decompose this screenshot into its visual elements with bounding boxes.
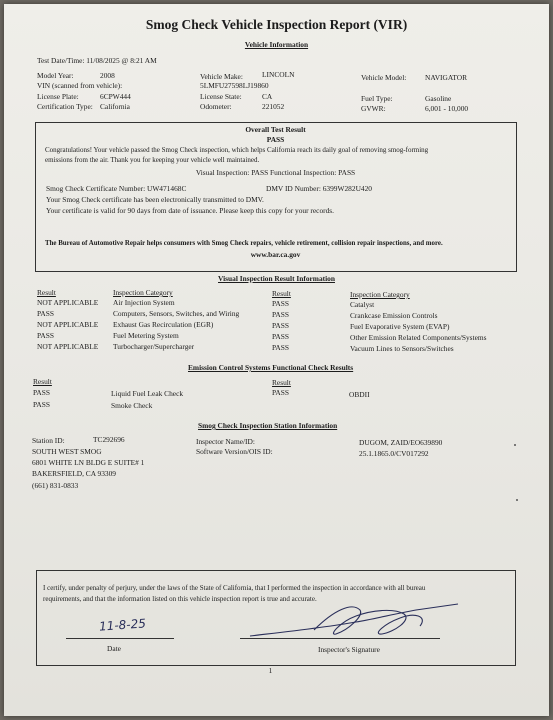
functional-left-result: PASS xyxy=(33,388,50,397)
visual-left-result: PASS xyxy=(37,331,54,340)
license-plate-label: License Plate: xyxy=(37,92,79,101)
model-value: NAVIGATOR xyxy=(425,73,468,82)
visual-left-category: Air Injection System xyxy=(113,298,175,307)
model-year-value: 2008 xyxy=(100,71,115,80)
model-label: Vehicle Model: xyxy=(361,73,407,82)
visual-right-result: PASS xyxy=(272,343,289,352)
bureau-url[interactable]: www.bar.ca.gov xyxy=(250,250,301,259)
station-info-heading: Smog Check Inspection Station Information xyxy=(198,421,338,430)
visual-right-category: Vacuum Lines to Sensors/Switches xyxy=(350,344,454,353)
paper-speck xyxy=(516,499,518,501)
congrats-line-1: Congratulations! Your vehicle passed the Smog Check inspection, which helps California reach its daily goal of removing smog-forming xyxy=(45,146,429,154)
vin-label: VIN (scanned from vehicle): xyxy=(37,81,123,90)
software-label: Software Version/OIS ID: xyxy=(196,447,273,456)
visual-right-result: PASS xyxy=(272,332,289,341)
license-state-label: License State: xyxy=(200,92,242,101)
certify-line-1: I certify, under penalty of perjury, under the laws of the State of California, that I performed the inspection in accordance with all bureau xyxy=(43,584,426,592)
overall-result-value: PASS xyxy=(266,135,285,144)
certify-line-2: requirements, and that the information listed on this vehicle inspection report is true and accurate. xyxy=(43,595,317,603)
visual-left-category: Turbocharger/Supercharger xyxy=(113,342,195,351)
gvwr-label: GVWR: xyxy=(361,104,386,113)
validity-notice: Your certificate is valid for 90 days from date of issuance. Please keep this copy for your records. xyxy=(46,206,335,215)
visual-right-category: Catalyst xyxy=(350,300,375,309)
visual-left-result: PASS xyxy=(37,309,54,318)
functional-left-category: Smoke Check xyxy=(111,401,153,410)
date-label: Date xyxy=(107,644,121,653)
station-phone: (661) 831-0833 xyxy=(32,481,79,490)
gvwr-value: 6,001 - 10,000 xyxy=(425,104,469,113)
fuel-value: Gasoline xyxy=(425,94,452,103)
cert-type-label: Certification Type: xyxy=(37,102,93,111)
visual-col-category-right: Inspection Category xyxy=(350,290,410,299)
functional-check-heading: Emission Control Systems Functional Check Results xyxy=(188,363,354,372)
visual-left-result: NOT APPLICABLE xyxy=(37,298,99,307)
inspector-value: DUGOM, ZAID/EO639890 xyxy=(359,438,443,447)
visual-right-result: PASS xyxy=(272,299,289,308)
make-label: Vehicle Make: xyxy=(200,72,243,81)
congrats-line-2: emissions from the air. Thank you for keeping your vehicle well maintained. xyxy=(45,156,260,164)
visual-left-category: Computers, Sensors, Switches, and Wiring xyxy=(113,309,240,318)
report-title: Smog Check Vehicle Inspection Report (VIR) xyxy=(145,17,408,32)
handwritten-date: 11-8-25 xyxy=(98,616,147,634)
visual-right-result: PASS xyxy=(272,310,289,319)
station-address-1: 6801 WHITE LN BLDG E SUITE# 1 xyxy=(32,458,145,467)
visual-left-category: Exhaust Gas Recirculation (EGR) xyxy=(113,320,214,329)
inspector-label: Inspector Name/ID: xyxy=(196,437,255,446)
visual-col-result-right: Result xyxy=(272,289,291,298)
station-name: SOUTH WEST SMOG xyxy=(32,447,102,456)
model-year-label: Model Year: xyxy=(37,71,74,80)
test-datetime: Test Date/Time: 11/08/2025 @ 8:21 AM xyxy=(37,56,157,65)
fuel-label: Fuel Type: xyxy=(361,94,393,103)
overall-result-heading: Overall Test Result xyxy=(245,125,306,134)
certificate-number: Smog Check Certificate Number: UW471468C xyxy=(46,184,187,193)
inspection-report-page xyxy=(4,4,549,716)
odometer-value: 221052 xyxy=(262,102,285,111)
license-state-value: CA xyxy=(262,92,273,101)
vin-value: 5LMFU27598LJ19860 xyxy=(200,81,269,90)
visual-inspection-heading: Visual Inspection Result Information xyxy=(218,274,335,283)
visual-right-result: PASS xyxy=(272,321,289,330)
station-address-2: BAKERSFIELD, CA 93309 xyxy=(32,469,116,478)
software-value: 25.1.1865.0/CV017292 xyxy=(359,449,429,458)
cert-type-value: California xyxy=(100,102,130,111)
vehicle-info-heading: Vehicle Information xyxy=(244,40,309,49)
license-plate-value: 6CPW444 xyxy=(100,92,131,101)
page-number: 1 xyxy=(268,666,273,675)
transmitted-notice: Your Smog Check certificate has been electronically transmitted to DMV. xyxy=(46,195,264,204)
paper-speck xyxy=(514,444,516,446)
visual-right-category: Fuel Evaporative System (EVAP) xyxy=(350,322,450,331)
odometer-label: Odometer: xyxy=(200,102,232,111)
functional-col-result-right: Result xyxy=(272,378,291,387)
station-id-label: Station ID: xyxy=(32,436,65,445)
bureau-line-1: The Bureau of Automotive Repair helps consumers with Smog Check repairs, vehicle retirement, collision repair inspections, and more. xyxy=(45,240,443,247)
visual-left-result: NOT APPLICABLE xyxy=(37,320,99,329)
visual-left-category: Fuel Metering System xyxy=(113,331,179,340)
visual-col-result-left: Result xyxy=(37,288,56,297)
signature-label: Inspector's Signature xyxy=(318,645,380,654)
visual-right-category: Other Emission Related Components/Systems xyxy=(350,333,487,342)
station-id-value: TC292696 xyxy=(93,435,125,444)
make-value: LINCOLN xyxy=(262,70,295,79)
visual-col-category-left: Inspection Category xyxy=(113,288,173,297)
functional-col-result-left: Result xyxy=(33,377,52,386)
functional-left-result: PASS xyxy=(33,400,50,409)
visual-right-category: Crankcase Emission Controls xyxy=(350,311,438,320)
functional-right-category: OBDII xyxy=(349,390,370,399)
functional-right-result: PASS xyxy=(272,388,289,397)
visual-left-result: NOT APPLICABLE xyxy=(37,342,99,351)
functional-left-category: Liquid Fuel Leak Check xyxy=(111,389,184,398)
dmv-id-number: DMV ID Number: 6399W282U420 xyxy=(266,184,372,193)
inspector-signature-image xyxy=(244,600,464,644)
date-line xyxy=(66,638,174,639)
visual-functional-summary: Visual Inspection: PASS Functional Inspection: PASS xyxy=(195,168,356,177)
